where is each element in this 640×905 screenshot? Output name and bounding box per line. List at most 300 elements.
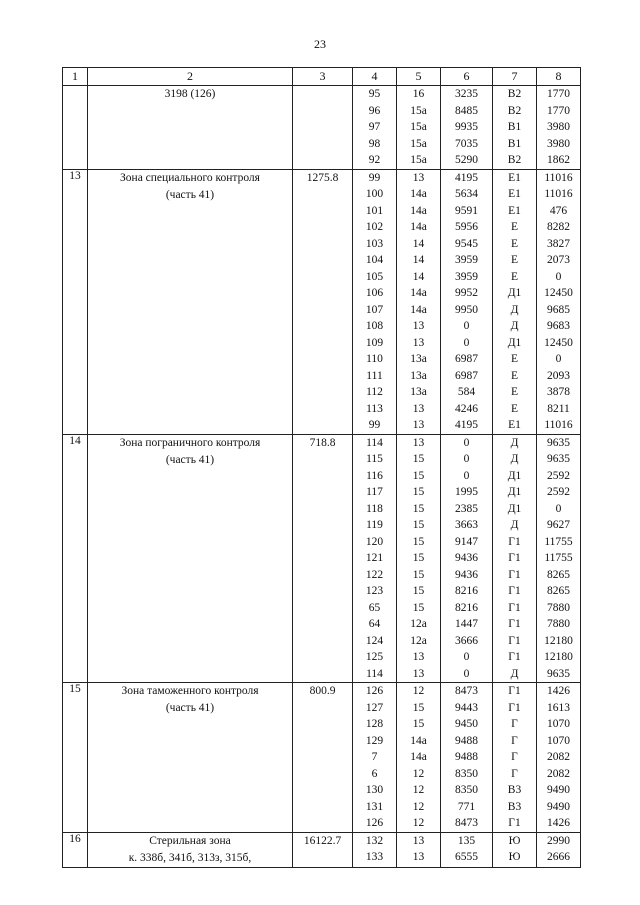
coordinate-value: 9935 <box>455 121 478 133</box>
column-header-2: 2 <box>88 68 293 86</box>
class-value: 15 <box>412 519 425 531</box>
class-value: 13 <box>412 651 425 663</box>
class-value: 15а <box>410 154 427 166</box>
column-8-values <box>537 832 581 867</box>
class-value: 13а <box>410 386 427 398</box>
class-value: 12 <box>412 800 425 813</box>
distance-value: 2073 <box>547 254 570 266</box>
distance-value: 9490 <box>547 800 570 813</box>
point-number: 110 <box>366 353 383 365</box>
zone-name-line: Зона таможенного контроля <box>121 685 259 697</box>
point-number: 102 <box>365 221 384 233</box>
distance-value: 9635 <box>547 436 570 449</box>
sector-code: В2 <box>507 104 522 117</box>
zone-name-line: к. 338б, 341б, 313з, 315б, <box>128 851 252 864</box>
column-header-5: 5 <box>397 68 441 86</box>
zone-name-line: (часть 41) <box>165 702 215 714</box>
sector-code: Д1 <box>507 486 522 498</box>
distance-value: 7880 <box>547 618 570 630</box>
column-5-values <box>397 434 441 683</box>
distance-value: 2082 <box>547 767 570 780</box>
point-number: 129 <box>365 734 384 747</box>
class-value: 14а <box>410 204 427 217</box>
distance-value: 2592 <box>547 469 570 482</box>
class-value: 12 <box>412 817 425 829</box>
distance-value: 11016 <box>544 171 573 184</box>
data-table <box>62 67 581 868</box>
point-number: 100 <box>365 188 384 200</box>
sector-code: Е1 <box>508 171 521 184</box>
row-number <box>63 86 88 170</box>
sector-code: Г1 <box>508 701 521 714</box>
point-number: 98 <box>368 137 381 150</box>
sector-code: Е1 <box>508 204 521 217</box>
sector-code: Г1 <box>508 568 521 581</box>
sector-code: Г <box>511 734 518 747</box>
table-body <box>63 86 581 868</box>
point-number: 124 <box>365 634 384 647</box>
table-row <box>63 832 581 867</box>
distance-value: 12450 <box>544 336 573 349</box>
table-row <box>63 434 581 683</box>
coordinate-value: 0 <box>463 667 470 680</box>
column-4-values <box>353 434 397 683</box>
class-value: 14а <box>410 303 427 316</box>
sector-code: Г1 <box>508 585 521 597</box>
coordinate-value: 1995 <box>455 486 478 498</box>
point-number: 96 <box>368 104 381 117</box>
sector-code: Е <box>510 254 519 266</box>
sector-code: Д <box>510 320 519 332</box>
coordinate-value: 6555 <box>455 851 478 863</box>
class-value: 14а <box>410 188 427 200</box>
point-number: 125 <box>365 651 384 663</box>
coordinate-value: 1447 <box>455 618 478 630</box>
point-number: 111 <box>366 369 383 382</box>
coordinate-value: 7035 <box>455 137 478 150</box>
row-number: 14 <box>63 434 88 683</box>
distance-value: 2082 <box>547 751 570 763</box>
coordinate-value: 9436 <box>455 552 478 564</box>
coordinate-value: 9488 <box>455 734 478 747</box>
distance-value: 11016 <box>544 188 573 200</box>
coordinate-value: 6987 <box>455 353 478 365</box>
sector-code: Г1 <box>508 535 521 548</box>
sector-code: Е <box>510 237 519 250</box>
point-number: 132 <box>365 834 384 847</box>
class-value: 15 <box>412 568 425 581</box>
sector-code: Д <box>510 453 519 465</box>
class-value: 15а <box>410 104 427 117</box>
coordinate-value: 8216 <box>455 601 478 614</box>
point-number: 114 <box>366 667 383 680</box>
distance-value: 8282 <box>547 221 570 233</box>
class-value: 12 <box>412 767 425 780</box>
point-number: 105 <box>365 270 384 283</box>
class-value: 12 <box>412 784 425 796</box>
sector-code: Г1 <box>508 685 521 697</box>
distance-value: 3980 <box>547 121 570 133</box>
distance-value: 7880 <box>547 601 570 614</box>
distance-value: 0 <box>555 270 562 283</box>
zone-area: 718.8 <box>293 434 353 683</box>
sector-code: Г <box>511 718 518 730</box>
class-value: 14а <box>410 751 427 763</box>
sector-code: Е <box>510 369 519 382</box>
zone-name-line: Зона специального контроля <box>120 171 260 184</box>
point-number: 106 <box>365 287 384 299</box>
zone-name-line: 3198 (126) <box>164 88 216 100</box>
row-number: 13 <box>63 169 88 434</box>
distance-value: 1770 <box>547 88 570 100</box>
page-number: 23 <box>314 37 326 51</box>
distance-value: 1613 <box>547 701 570 714</box>
distance-value: 2093 <box>547 369 570 382</box>
sector-code: Ю <box>508 834 521 847</box>
coordinate-value: 2385 <box>455 502 478 515</box>
coordinate-value: 584 <box>457 386 476 398</box>
coordinate-value: 9952 <box>455 287 478 299</box>
distance-value: 11755 <box>544 535 573 548</box>
class-value: 15 <box>412 502 425 515</box>
coordinate-value: 0 <box>463 436 470 449</box>
coordinate-value: 5290 <box>455 154 478 166</box>
column-header-6: 6 <box>441 68 493 86</box>
point-number: 121 <box>365 552 384 564</box>
zone-area <box>293 86 353 170</box>
coordinate-value: 6987 <box>455 369 478 382</box>
distance-value: 2592 <box>547 486 570 498</box>
class-value: 15 <box>412 552 425 564</box>
point-number: 104 <box>365 254 384 266</box>
sector-code: Г1 <box>508 651 521 663</box>
distance-value: 9635 <box>547 453 570 465</box>
coordinate-value: 9488 <box>455 751 478 763</box>
sector-code: Д <box>510 436 519 449</box>
column-5-values <box>397 832 441 867</box>
coordinate-value: 9950 <box>455 303 478 316</box>
class-value: 13 <box>412 336 425 349</box>
column-4-values <box>353 169 397 434</box>
point-number: 92 <box>368 154 381 166</box>
point-number: 109 <box>365 336 384 349</box>
point-number: 97 <box>368 121 381 133</box>
point-number: 103 <box>365 237 384 250</box>
column-4-values <box>353 832 397 867</box>
point-number: 113 <box>366 402 383 415</box>
distance-value: 476 <box>549 204 568 217</box>
point-number: 126 <box>365 817 384 829</box>
table-row <box>63 169 581 434</box>
coordinate-value: 9443 <box>455 701 478 714</box>
class-value: 16 <box>412 88 425 100</box>
sector-code: Д <box>510 667 519 680</box>
sector-code: Г1 <box>508 634 521 647</box>
distance-value: 2666 <box>547 851 570 863</box>
zone-name-line: Зона пограничного контроля <box>119 436 261 449</box>
coordinate-value: 5634 <box>455 188 478 200</box>
class-value: 14а <box>410 734 427 747</box>
distance-value: 9685 <box>547 303 570 316</box>
point-number: 107 <box>365 303 384 316</box>
header-row <box>63 68 581 86</box>
sector-code: Д1 <box>507 287 522 299</box>
column-7-values <box>493 434 537 683</box>
coordinate-value: 4195 <box>455 171 478 184</box>
sector-code: Е <box>510 386 519 398</box>
column-8-values <box>537 169 581 434</box>
column-6-values <box>441 832 493 867</box>
column-header-8: 8 <box>537 68 581 86</box>
column-7-values <box>493 832 537 867</box>
sector-code: Г <box>511 751 518 763</box>
class-value: 15 <box>412 701 425 714</box>
coordinate-value: 135 <box>457 834 476 847</box>
column-header-1: 1 <box>63 68 88 86</box>
table-row <box>63 683 581 833</box>
sector-code: Е <box>510 402 519 415</box>
point-number: 127 <box>365 701 384 714</box>
distance-value: 8265 <box>547 568 570 581</box>
point-number: 133 <box>365 851 384 863</box>
class-value: 13 <box>412 851 425 863</box>
class-value: 13 <box>412 171 425 184</box>
coordinate-value: 8216 <box>455 585 478 597</box>
sector-code: Е <box>510 221 519 233</box>
point-number: 64 <box>368 618 381 630</box>
coordinate-value: 3959 <box>455 270 478 283</box>
class-value: 14 <box>412 270 425 283</box>
point-number: 128 <box>365 718 384 730</box>
column-7-values <box>493 683 537 833</box>
distance-value: 0 <box>555 502 562 515</box>
table-row <box>63 86 581 170</box>
distance-value: 0 <box>555 353 562 365</box>
coordinate-value: 4195 <box>455 419 478 431</box>
sector-code: Г1 <box>508 601 521 614</box>
zone-name <box>88 434 293 683</box>
column-8-values <box>537 434 581 683</box>
point-number: 116 <box>366 469 383 482</box>
column-6-values <box>441 683 493 833</box>
column-7-values <box>493 86 537 170</box>
column-header-3: 3 <box>293 68 353 86</box>
column-6-values <box>441 169 493 434</box>
column-5-values <box>397 169 441 434</box>
sector-code: Д1 <box>507 502 522 515</box>
class-value: 12 <box>412 685 425 697</box>
class-value: 13 <box>412 667 425 680</box>
coordinate-value: 8473 <box>455 685 478 697</box>
point-number: 99 <box>368 419 381 431</box>
point-number: 119 <box>366 519 383 531</box>
point-number: 6 <box>371 767 378 780</box>
distance-value: 1070 <box>547 734 570 747</box>
distance-value: 12180 <box>544 634 573 647</box>
distance-value: 8265 <box>547 585 570 597</box>
distance-value: 2990 <box>547 834 570 847</box>
zone-area: 1275.8 <box>293 169 353 434</box>
coordinate-value: 0 <box>463 336 470 349</box>
column-5-values <box>397 683 441 833</box>
sector-code: В2 <box>507 154 522 166</box>
point-number: 118 <box>366 502 383 515</box>
class-value: 13 <box>412 402 425 415</box>
sector-code: В3 <box>507 800 522 813</box>
class-value: 12а <box>410 634 427 647</box>
class-value: 15 <box>412 486 425 498</box>
coordinate-value: 0 <box>463 469 470 482</box>
point-number: 7 <box>371 751 378 763</box>
column-7-values <box>493 169 537 434</box>
zone-area: 16122.7 <box>293 832 353 867</box>
point-number: 126 <box>365 685 384 697</box>
coordinate-value: 9545 <box>455 237 478 250</box>
sector-code: Ю <box>508 851 521 863</box>
distance-value: 9627 <box>547 519 570 531</box>
column-6-values <box>441 86 493 170</box>
class-value: 13 <box>412 834 425 847</box>
coordinate-value: 8473 <box>455 817 478 829</box>
class-value: 14а <box>410 287 427 299</box>
point-number: 123 <box>365 585 384 597</box>
class-value: 13 <box>412 419 425 431</box>
distance-value: 11755 <box>544 552 573 564</box>
sector-code: Д1 <box>507 469 522 482</box>
point-number: 122 <box>365 568 384 581</box>
class-value: 15 <box>412 601 425 614</box>
coordinate-value: 0 <box>463 453 470 465</box>
sector-code: В1 <box>507 121 522 133</box>
column-header-7: 7 <box>493 68 537 86</box>
row-number: 15 <box>63 683 88 833</box>
sector-code: Г1 <box>508 618 521 630</box>
column-4-values <box>353 86 397 170</box>
class-value: 15 <box>412 585 425 597</box>
point-number: 131 <box>365 800 384 813</box>
point-number: 120 <box>365 535 384 548</box>
distance-value: 1426 <box>547 817 570 829</box>
coordinate-value: 0 <box>463 651 470 663</box>
class-value: 14а <box>410 221 427 233</box>
coordinate-value: 3959 <box>455 254 478 266</box>
coordinate-value: 9591 <box>455 204 478 217</box>
point-number: 101 <box>365 204 384 217</box>
sector-code: Е1 <box>508 188 521 200</box>
coordinate-value: 4246 <box>455 402 478 415</box>
coordinate-value: 8485 <box>455 104 478 117</box>
distance-value: 1070 <box>547 718 570 730</box>
point-number: 112 <box>366 386 383 398</box>
column-6-values <box>441 434 493 683</box>
sector-code: Е <box>510 270 519 283</box>
column-4-values <box>353 683 397 833</box>
coordinate-value: 3235 <box>455 88 478 100</box>
zone-name-line: (часть 41) <box>165 188 215 201</box>
distance-value: 3827 <box>547 237 570 250</box>
sector-code: Г1 <box>508 552 521 564</box>
class-value: 15 <box>412 453 425 465</box>
distance-value: 8211 <box>547 402 570 415</box>
coordinate-value: 8350 <box>455 767 478 780</box>
coordinate-value: 3666 <box>455 634 478 647</box>
class-value: 13а <box>410 353 427 365</box>
sector-code: Г <box>511 767 518 780</box>
class-value: 15 <box>412 535 425 548</box>
distance-value: 1426 <box>547 685 570 697</box>
distance-value: 1770 <box>547 104 570 117</box>
distance-value: 3980 <box>547 137 570 150</box>
zone-area: 800.9 <box>293 683 353 833</box>
sector-code: В1 <box>507 137 522 150</box>
zone-name <box>88 169 293 434</box>
class-value: 13 <box>412 436 425 449</box>
sector-code: Е1 <box>508 419 521 431</box>
sector-code: Д1 <box>507 336 522 349</box>
zone-name-line: Стерильная зона <box>149 834 231 847</box>
class-value: 12а <box>410 618 427 630</box>
column-5-values <box>397 86 441 170</box>
zone-name-line: (часть 41) <box>165 453 215 466</box>
sector-code: Е <box>510 353 519 365</box>
class-value: 14 <box>412 237 425 250</box>
point-number: 95 <box>368 88 381 100</box>
coordinate-value: 8350 <box>455 784 478 796</box>
column-8-values <box>537 683 581 833</box>
column-8-values <box>537 86 581 170</box>
sector-code: Д <box>510 519 519 531</box>
distance-value: 1862 <box>547 154 570 166</box>
distance-value: 9635 <box>547 667 570 680</box>
sector-code: В3 <box>507 784 522 796</box>
column-header-4: 4 <box>353 68 397 86</box>
point-number: 114 <box>366 436 383 449</box>
sector-code: Г1 <box>508 817 521 829</box>
class-value: 15а <box>410 121 427 133</box>
point-number: 117 <box>366 486 383 498</box>
row-number: 16 <box>63 832 88 867</box>
zone-name <box>88 683 293 833</box>
point-number: 99 <box>368 171 381 184</box>
coordinate-value: 3663 <box>455 519 478 531</box>
distance-value: 3878 <box>547 386 570 398</box>
distance-value: 12180 <box>544 651 573 663</box>
distance-value: 9683 <box>547 320 570 332</box>
class-value: 15 <box>412 718 425 730</box>
sector-code: Д <box>510 303 519 316</box>
point-number: 108 <box>365 320 384 332</box>
coordinate-value: 771 <box>457 800 476 813</box>
class-value: 15а <box>410 137 427 150</box>
distance-value: 9490 <box>547 784 570 796</box>
point-number: 65 <box>368 601 381 614</box>
sector-code: В2 <box>507 88 522 100</box>
zone-name <box>88 86 293 170</box>
class-value: 13 <box>412 320 425 332</box>
distance-value: 11016 <box>544 419 573 431</box>
distance-value: 12450 <box>544 287 573 299</box>
coordinate-value: 9147 <box>455 535 478 548</box>
coordinate-value: 9450 <box>455 718 478 730</box>
coordinate-value: 0 <box>463 320 470 332</box>
coordinate-value: 5956 <box>455 221 478 233</box>
zone-name <box>88 832 293 867</box>
point-number: 115 <box>366 453 383 465</box>
class-value: 15 <box>412 469 425 482</box>
class-value: 13а <box>410 369 427 382</box>
point-number: 130 <box>365 784 384 796</box>
coordinate-value: 9436 <box>455 568 478 581</box>
